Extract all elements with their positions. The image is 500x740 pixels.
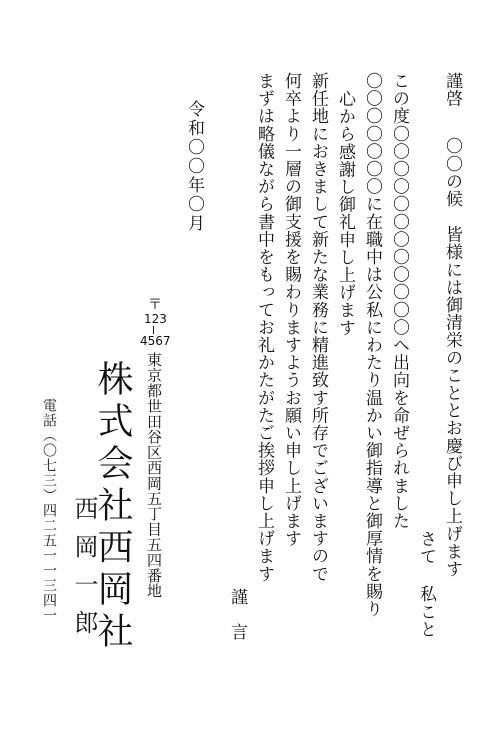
- postal-mark: 〒: [148, 297, 162, 313]
- self-reference: 私こと: [416, 585, 436, 639]
- sender-name: 西岡一郎: [70, 496, 98, 648]
- postal-code-dash: [153, 326, 154, 334]
- request-text: 何卒より一層の御支援を賜わりますようお願い申し上げます: [281, 72, 301, 548]
- letter-line-4: [363, 72, 380, 618]
- sender-address: 東京都世田谷区西岡五丁目五四番地: [145, 352, 163, 599]
- letter-line-7: [282, 72, 299, 547]
- closing-word: 謹言: [227, 588, 247, 658]
- phone-number: 電話（〇七三）四二五一一三四一: [41, 398, 57, 623]
- transfer-announcement: この度〇〇〇〇〇〇〇〇〇〇〇〇へ出向を命ぜられました: [389, 72, 409, 530]
- thanks-text: 心から感謝し御礼申し上げます: [335, 90, 355, 337]
- greeting-text: 皆様には御清栄のこととお慶び申し上げます: [442, 225, 462, 578]
- seasonal-greeting: 〇〇の候: [442, 137, 462, 208]
- letter-line-8: [255, 72, 272, 582]
- letter-line-6: [309, 72, 326, 582]
- transition-word: さて: [416, 530, 436, 566]
- gratitude-text: 〇〇〇〇〇〇〇に在職中は公私にわたり温かい御指導と御厚情を賜り: [362, 72, 382, 618]
- new-post-text: 新任地におきまして新たな業務に精進致す所存でございますので: [308, 72, 328, 583]
- letter-line-3: [390, 72, 407, 530]
- salutation-opening: 謹啓: [442, 72, 462, 108]
- date: 令和〇〇年〇月: [184, 100, 204, 233]
- closing-greeting-text: まずは略儀ながら書中をもってお礼かたがたご挨拶申し上げます: [254, 72, 274, 583]
- letter-line-1: [443, 72, 460, 578]
- postal-code-part-1: 123: [144, 312, 167, 326]
- company-name: 株式会社西岡社: [92, 360, 133, 654]
- postal-code-part-2: 4567: [140, 334, 171, 348]
- letter-line-2: [417, 530, 434, 638]
- letter-line-5: [336, 90, 353, 336]
